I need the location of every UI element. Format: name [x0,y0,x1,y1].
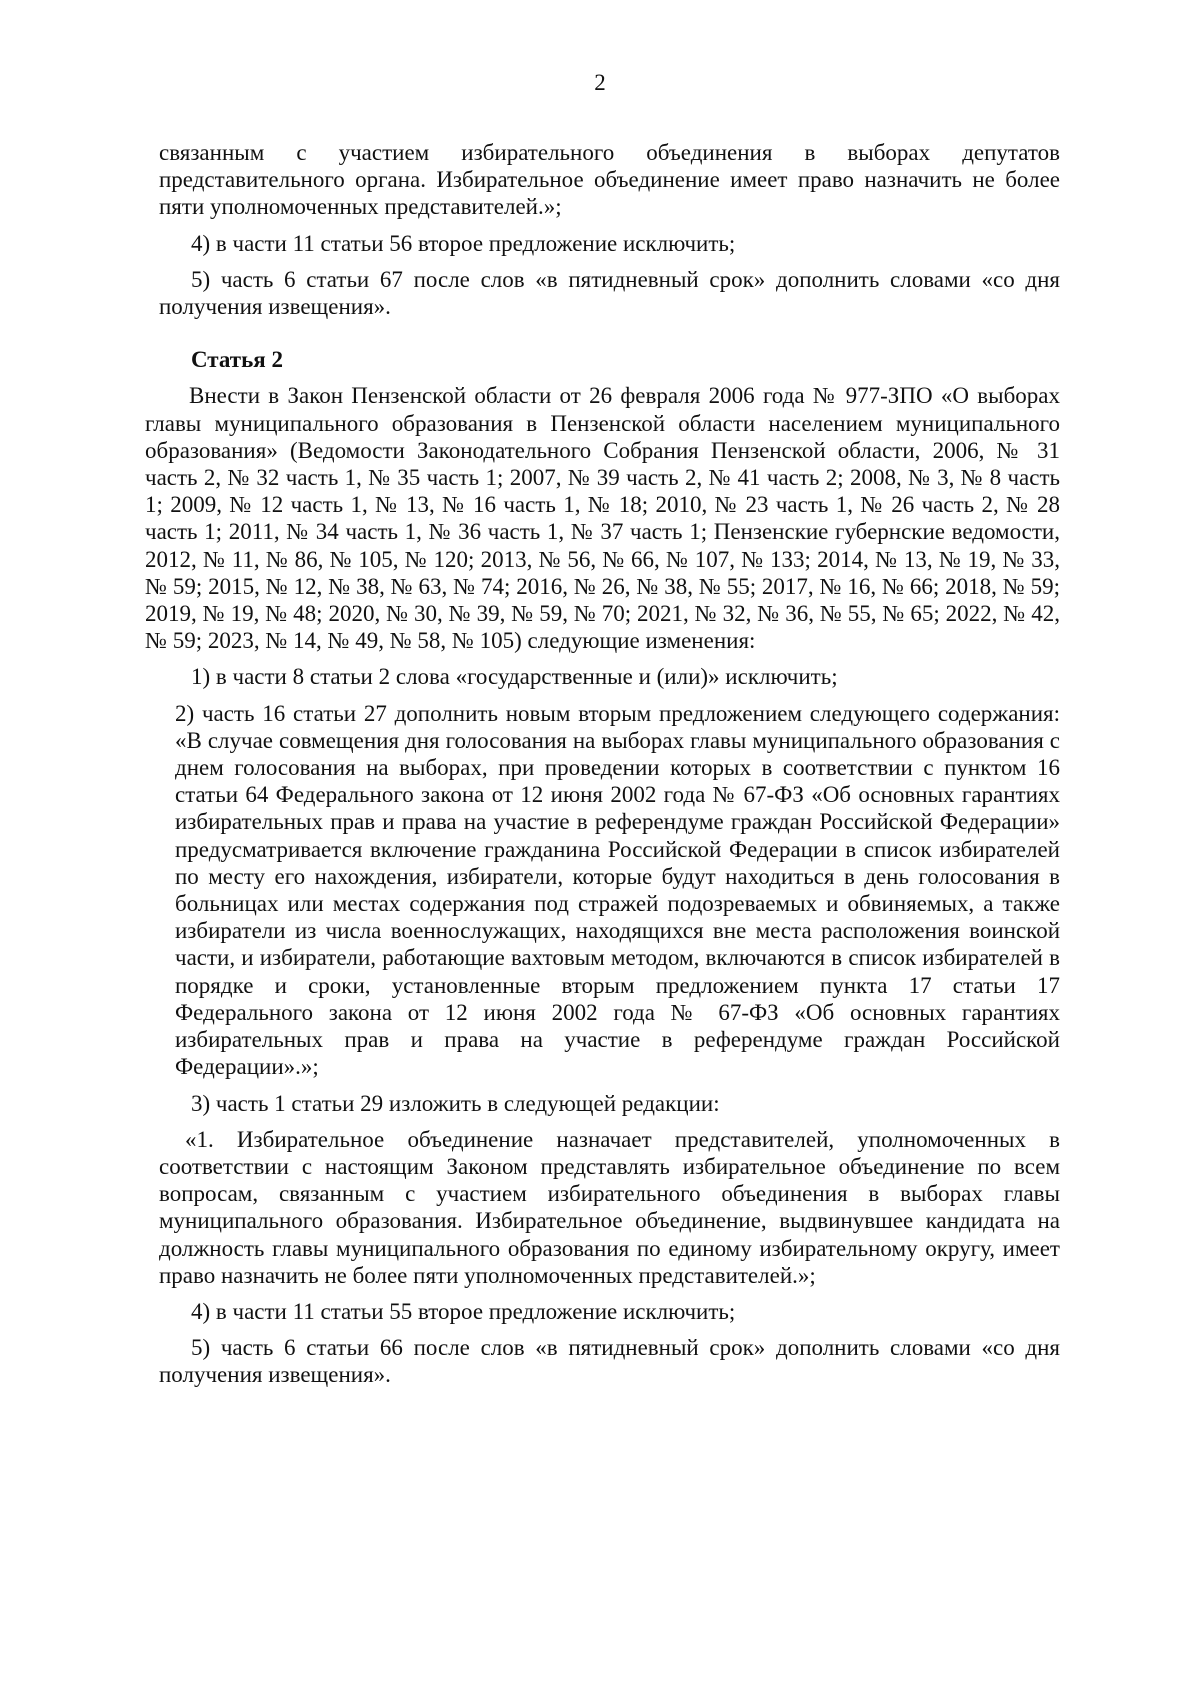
amendment-item-3: 3) часть 1 статьи 29 изложить в следующей редакции: [191,1090,720,1116]
amendment-item-5: 5) часть 6 статьи 66 после слов «в пятидневный срок» дополнить словами «со дня получения извещения». [159,1335,1060,1388]
list-item-5: 5) часть 6 статьи 67 после слов «в пятидневный срок» дополнить словами «со дня получения извещения». [159,266,1060,320]
amendment-item-2: 2) часть 16 статьи 27 дополнить новым вторым предложением следующего содержания: «В случае совмещения дня голосования на выборах главы муниципального образования с днем голосования на выборах, при проведении которых в соответствии с пунктом 16 статьи 64 Федерального закона от 12 июня 2002 года № 67-ФЗ «Об основных гарантиях избирательных прав и права на участие в референдуме граждан Российской Федерации» предусматривается включение гражданина Российской Федерации в список избирателей по месту его нахождения, избиратели, которые будут находиться в день голосования в больницах или местах содержания под стражей подозреваемых и обвиняемых, а также избиратели из числа военнослужащих, находящихся вне места расположения воинской части, и избиратели, работающие вахтовым методом, включаются в список избирателей в порядке и сроки, установленные вторым предложением пункта 17 статьи 17 Федерального закона от 12 июня 2002 года № 67-ФЗ «Об основных гарантиях избирательных прав и права на участие в референдуме граждан Российской Федерации».»; [175,700,1060,1080]
list-item-4: 4) в части 11 статьи 56 второе предложение исключить; [191,230,736,256]
article-intro-paragraph: Внести в Закон Пензенской области от 26 февраля 2006 года № 977-ЗПО «О выборах главы муниципального образования в Пензенской области населением муниципального образования» (Ведомости Законодательного Собрания Пензенской области, 2006, № 31 часть 2, № 32 часть 1, № 35 часть 1; 2007, № 39 часть 2, № 41 часть 2; 2008, № 3, № 8 часть 1; 2009, № 12 часть 1, № 13, № 16 часть 1, № 18; 2010, № 23 часть 1, № 26 часть 2, № 28 часть 1; 2011, № 34 часть 1, № 36 часть 1, № 37 часть 1; Пензенские губернские ведомости, 2012, № 11, № 86, № 105, № 120; 2013, № 56, № 66, № 107, № 133; 2014, № 13, № 19, № 33, № 59; 2015, № 12, № 38, № 63, № 74; 2016, № 26, № 38, № 55; 2017, № 16, № 66; 2018, № 59; 2019, № 19, № 48; 2020, № 30, № 39, № 59, № 70; 2021, № 32, № 36, № 55, № 65; 2022, № 42, № 59; 2023, № 14, № 49, № 58, № 105) следующие изменения: [145,383,1060,654]
article-heading: Статья 2 [191,347,283,373]
page-number: 2 [594,70,606,95]
continuation-paragraph: связанным с участием избирательного объединения в выборах депутатов представительного органа. Избирательное объединение имеет право назначить не более пяти уполномоченных представителей.»; [159,140,1060,220]
amendment-item-3-text: «1. Избирательное объединение назначает представителей, уполномоченных в соответствии с настоящим Законом представлять избирательное объединение по всем вопросам, связанным с участием избирательного объединения в выборах главы муниципального образования. Избирательное объединение, выдвинувшее кандидата на должность главы муниципального образования по единому избирательному округу, имеет право назначить не более пяти уполномоченных представителей.»; [159,1126,1060,1288]
amendment-item-4: 4) в части 11 статьи 55 второе предложение исключить; [191,1298,736,1324]
document-body [145,139,1060,1389]
amendment-item-1: 1) в части 8 статьи 2 слова «государственные и (или)» исключить; [191,664,838,690]
